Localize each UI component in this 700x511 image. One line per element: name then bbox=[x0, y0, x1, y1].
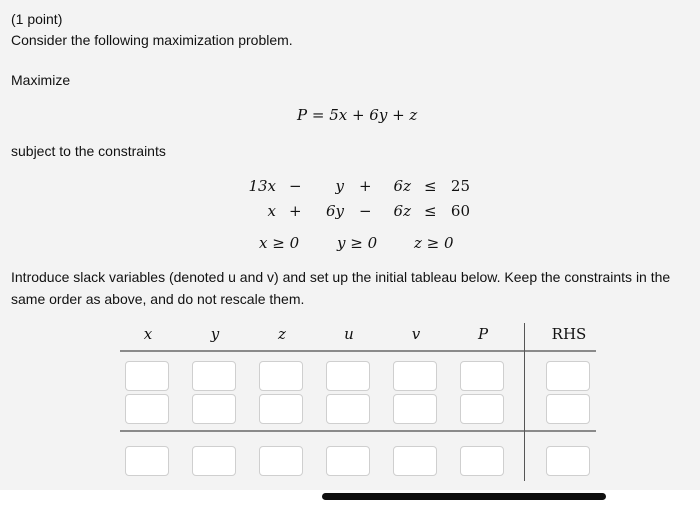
instruction-line-2: same order as above, and do not rescale them. bbox=[11, 291, 305, 307]
tableau-input-y[interactable] bbox=[192, 446, 236, 476]
header-z: z bbox=[278, 325, 286, 343]
header-v: v bbox=[411, 325, 421, 343]
constraint-op2: + bbox=[359, 177, 372, 195]
points-label: (1 point) bbox=[11, 11, 63, 27]
problem-intro: Consider the following maximization problem. bbox=[11, 32, 293, 48]
constraint-term-c: 6z bbox=[393, 202, 411, 220]
nonneg-y: y ≥ 0 bbox=[337, 234, 378, 252]
tableau-input-z[interactable] bbox=[259, 446, 303, 476]
header-rhs: RHS bbox=[551, 325, 587, 343]
tableau-input-y[interactable] bbox=[192, 394, 236, 424]
constraint-term-c: 6z bbox=[393, 177, 411, 195]
subject-to-label: subject to the constraints bbox=[11, 143, 166, 159]
header-y: y bbox=[210, 325, 220, 343]
header-x: x bbox=[143, 325, 153, 343]
objective-function: P = 5x + 6y + z bbox=[297, 106, 418, 124]
tableau-input-rhs[interactable] bbox=[546, 394, 590, 424]
constraint-rhs: 25 bbox=[450, 177, 470, 195]
maximize-label: Maximize bbox=[11, 72, 71, 88]
constraint-term-b: y bbox=[335, 177, 344, 195]
constraint-term-a: 13x bbox=[248, 177, 276, 195]
tableau-input-rhs[interactable] bbox=[546, 361, 590, 391]
instruction-line-1: Introduce slack variables (denoted u and v) and set up the initial tableau below. Keep the constraints in the bbox=[11, 269, 671, 285]
tableau-input-u[interactable] bbox=[326, 446, 370, 476]
tableau-input-z[interactable] bbox=[259, 361, 303, 391]
tableau-input-y[interactable] bbox=[192, 361, 236, 391]
constraint-term-b: 6y bbox=[325, 202, 344, 220]
constraint-relation: ≤ bbox=[424, 177, 437, 195]
constraint-relation: ≤ bbox=[424, 202, 437, 220]
tableau-input-rhs[interactable] bbox=[546, 446, 590, 476]
tableau-input-v[interactable] bbox=[393, 394, 437, 424]
tableau-input-p[interactable] bbox=[460, 394, 504, 424]
rhs-divider bbox=[524, 323, 525, 481]
tableau-input-x[interactable] bbox=[125, 446, 169, 476]
tableau-input-p[interactable] bbox=[460, 361, 504, 391]
header-u: u bbox=[344, 325, 354, 343]
tableau-input-u[interactable] bbox=[326, 394, 370, 424]
home-indicator[interactable] bbox=[322, 493, 606, 500]
constraint-term-a: x bbox=[267, 202, 276, 220]
header-p: P bbox=[477, 325, 489, 343]
nonneg-z: z ≥ 0 bbox=[414, 234, 454, 252]
constraint-rhs: 60 bbox=[450, 202, 470, 220]
tableau-input-v[interactable] bbox=[393, 361, 437, 391]
nonneg-x: x ≥ 0 bbox=[259, 234, 300, 252]
tableau-input-x[interactable] bbox=[125, 361, 169, 391]
constraint-op1: + bbox=[289, 202, 302, 220]
tableau-input-x[interactable] bbox=[125, 394, 169, 424]
tableau-input-v[interactable] bbox=[393, 446, 437, 476]
constraint-op1: − bbox=[289, 177, 302, 195]
tableau-input-z[interactable] bbox=[259, 394, 303, 424]
tableau-input-u[interactable] bbox=[326, 361, 370, 391]
tableau-input-p[interactable] bbox=[460, 446, 504, 476]
constraint-op2: − bbox=[359, 202, 372, 220]
